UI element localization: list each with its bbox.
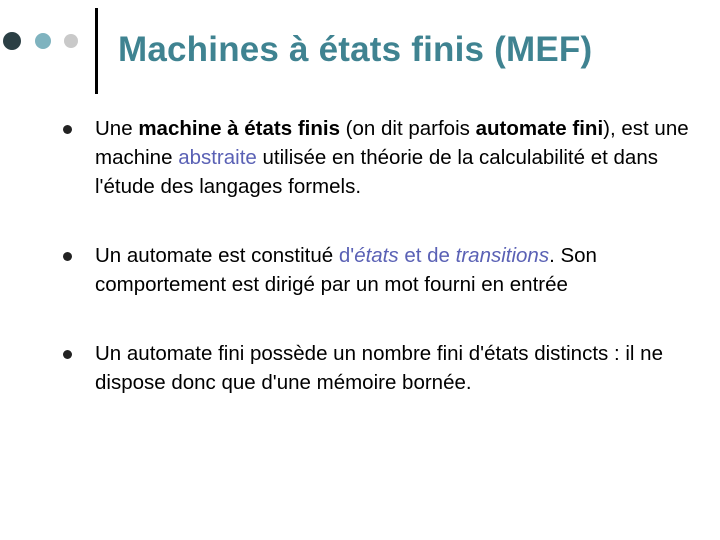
term-et-de: et de xyxy=(398,244,456,267)
text-span: Un automate fini possède un nombre fini d'états distincts : il ne dispose donc que d'une mémoire bornée. xyxy=(95,342,663,394)
text-span: Un automate est constitué xyxy=(95,244,339,267)
text-span: ), est une machine xyxy=(95,117,689,169)
bullet-item xyxy=(60,241,710,299)
term-machine-etats-finis: machine à états finis xyxy=(138,117,340,140)
term-d-apostrophe: d' xyxy=(338,244,355,267)
bullet-list xyxy=(60,114,710,397)
bullet-dot-icon xyxy=(63,252,72,261)
text-span: Une xyxy=(95,117,139,140)
bullet-item xyxy=(60,339,710,397)
text-span: (on dit parfois xyxy=(339,117,476,140)
bullet-dot-icon xyxy=(63,125,72,134)
title-divider xyxy=(95,8,98,94)
slide-title: Machines à états finis (MEF) xyxy=(118,30,593,69)
dark-dot-icon xyxy=(3,32,21,50)
term-transitions: transitions xyxy=(455,244,550,267)
bullet-dot-icon xyxy=(63,350,72,359)
term-etats: états xyxy=(354,244,399,267)
text-span: utilisée en théorie de la calculabilité et dans l'étude des langages formels. xyxy=(95,146,658,198)
teal-dot-icon xyxy=(35,33,51,49)
gray-dot-icon xyxy=(64,34,78,48)
term-automate-fini: automate fini xyxy=(475,117,604,140)
decorative-dots xyxy=(0,30,100,52)
text-span: . Son comportement est dirigé par un mot fourni en entrée xyxy=(95,244,597,296)
bullet-item xyxy=(60,114,710,201)
term-abstraite: abstraite xyxy=(178,146,257,169)
